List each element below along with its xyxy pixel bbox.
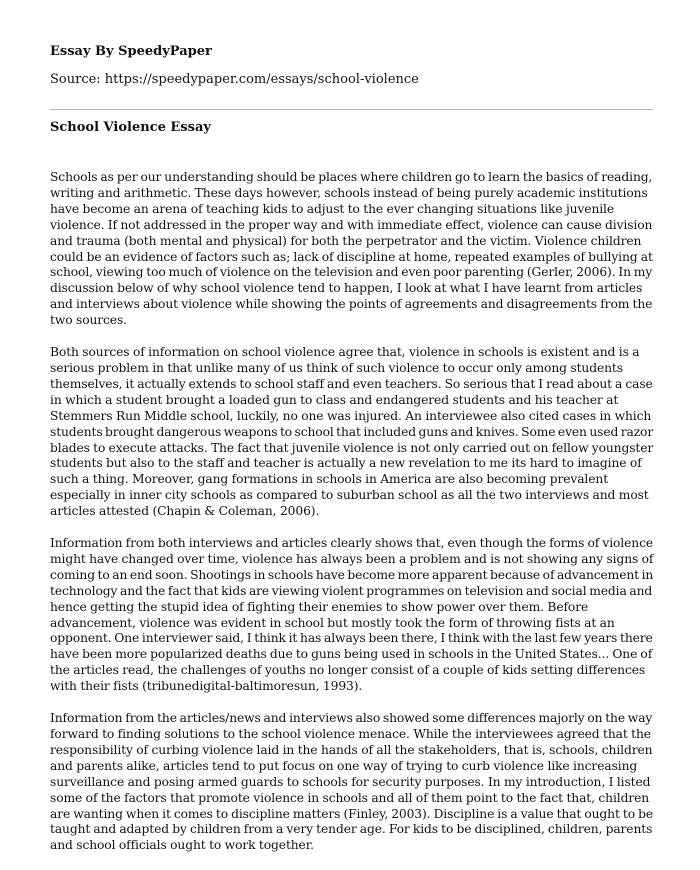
paragraph-line: have been more popularized deaths due to guns being used in schools in the United States... One of (50, 647, 653, 662)
paragraph-line: coming to an end soon. Shootings in schools have become more apparent because of advancement in (50, 567, 654, 582)
paragraph-2 (50, 345, 653, 520)
paragraph-line: with their fists (tribunedigital-baltimoresun, 1993). (50, 679, 363, 694)
paragraph-line: violence. If not addressed in the proper way and with immediate effect, violence can cause division (50, 217, 653, 232)
paragraph-line: Schools as per our understanding should be places where children go to learn the basics of reading, (50, 170, 653, 184)
paragraph-line: hence getting the stupid idea of fighting their enemies to show power over them. Before (50, 599, 589, 614)
paragraph-line: themselves, it actually extends to school staff and even teachers. So serious that I read about a case (50, 376, 653, 391)
paragraph-line: Information from the articles/news and interviews also showed some differences majorly on the way (50, 711, 653, 726)
paragraph-line: and school officials ought to work together. (50, 838, 314, 853)
paragraph-line: the articles read, the challenges of youths no longer consist of a couple of kids setting differences (50, 663, 646, 678)
paragraph-line: discussion below of why school violence tend to happen, I look at what I have learnt from articles (50, 281, 643, 296)
header-title: Essay By SpeedyPaper (50, 44, 212, 59)
essay-body (50, 170, 653, 870)
paragraph-line: surveillance and posing armed guards to schools for security purposes. In my introduction, I listed (50, 774, 651, 789)
paragraph-line: have become an arena of teaching kids to adjust to the ever changing situations like juvenile (50, 201, 615, 216)
paragraph-line: blades to execute attacks. The fact that juvenile violence is not only carried out on fellow youngster (50, 440, 654, 455)
paragraph-line: opponent. One interviewer said, I think it has always been there, I think with the last few years there (50, 631, 653, 646)
paragraph-line: Stemmers Run Middle school, luckily, no one was injured. An interviewee also cited cases in which (50, 408, 652, 423)
paragraph-line: Information from both interviews and articles clearly shows that, even though the forms of violence (50, 536, 654, 551)
paragraph-4 (50, 711, 653, 854)
paragraph-line: responsibility of curbing violence laid in the hands of all the stakeholders, that is, schools, children (50, 742, 653, 757)
paragraph-line: in which a student brought a loaded gun to class and endangered students and his teacher at (50, 392, 619, 407)
paragraph-line: especially in inner city schools as compared to suburban school as all the two interviews and most (50, 488, 649, 503)
paragraph-line: taught and adapted by children from a very tender age. For kids to be disciplined, children, parents (50, 822, 653, 837)
paragraph-line: technology and the fact that kids are viewing violent programmes on television and social media and (50, 583, 653, 598)
paragraph-line: and parents alike, articles tend to put focus on one way of trying to curb violence like increasing (50, 758, 638, 773)
paragraph-line: could be an evidence of factors such as; lack of discipline at home, repeated examples of bullying at (50, 249, 653, 264)
essay-title: School Violence Essay (50, 120, 211, 135)
paragraph-line: students but also to the staff and teacher is actually a new revelation to me its hard to imagine of (50, 456, 642, 471)
paragraph-line: students brought dangerous weapons to school that included guns and knives. Some even used razor (50, 424, 654, 439)
paragraph-line: two sources. (50, 313, 127, 328)
paragraph-line: articles attested (Chapin & Coleman, 2006). (50, 504, 320, 519)
paragraph-line: are wanting when it comes to discipline matters (Finley, 2003). Discipline is a value that ought to be (50, 806, 653, 821)
paragraph-1 (50, 170, 653, 329)
paragraph-line: Both sources of information on school violence agree that, violence in schools is existent and is a (50, 345, 640, 360)
paragraph-line: school, viewing too much of violence on the television and even poor parenting (Gerler, 2006). In my (50, 265, 653, 280)
paragraph-line: forward to finding solutions to the school violence menace. While the interviewees agreed that the (50, 727, 651, 741)
paragraph-line: such a thing. Moreover, gang formations in schools in America are also becoming prevalent (50, 472, 609, 487)
paragraph-line: and trauma (both mental and physical) for both the perpetrator and the victim. Violence children (50, 233, 642, 248)
horizontal-divider (50, 109, 653, 110)
paragraph-line: serious problem in that unlike many of us think of such violence to occur only among students (50, 360, 623, 375)
paragraph-3 (50, 536, 653, 695)
paragraph-line: advancement, violence was evident in school but mostly took the form of throwing fists at an (50, 615, 615, 630)
paragraph-line: and interviews about violence while showing the points of agreements and disagreements from the (50, 297, 653, 312)
paragraph-line: might have changed over time, violence has always been a problem and is not showing any signs of (50, 551, 654, 566)
source-line: Source: https://speedypaper.com/essays/school-violence (50, 72, 419, 87)
paragraph-line: some of the factors that promote violence in schools and all of them point to the fact that, children (50, 790, 650, 805)
paragraph-line: writing and arithmetic. These days however, schools instead of being purely academic institutions (50, 185, 648, 200)
